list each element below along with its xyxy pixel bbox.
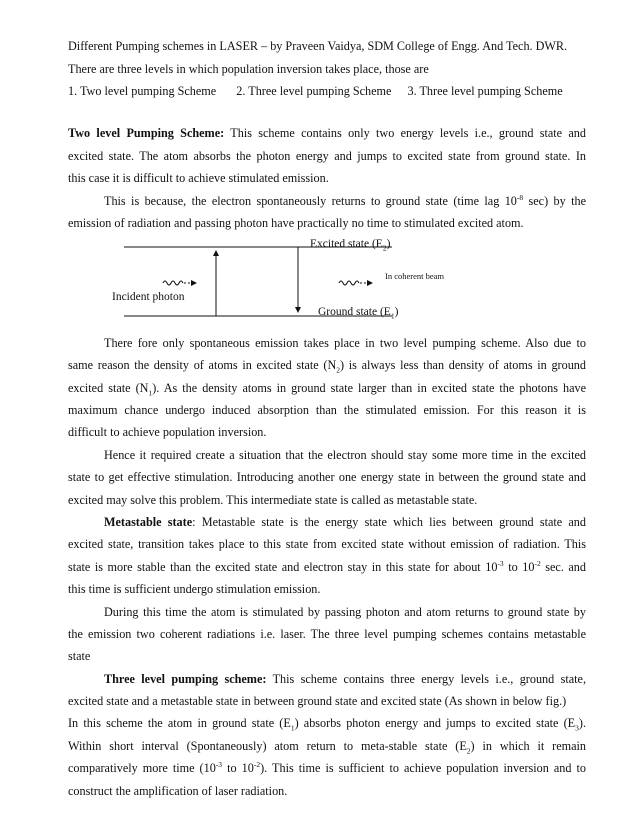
scheme-list-item: 3. Three level pumping Scheme — [407, 84, 563, 98]
scheme-list-item: 1. Two level pumping Scheme — [68, 84, 217, 98]
paragraph-line: this time is sufficient undergo stimulation emission. — [68, 582, 321, 596]
text-span: : Metastable state is the energy state which lies between ground state and — [192, 515, 586, 529]
superscript: -3 — [215, 759, 223, 769]
superscript: -2 — [534, 558, 541, 568]
document-title: Different Pumping schemes in LASER – by Praveen Vaidya, SDM College of Engg. And Tech. DWR. — [68, 39, 568, 53]
text-span: sec) by the — [523, 194, 586, 208]
paragraph-line — [68, 358, 586, 373]
three-level-heading: Three level pumping scheme: — [104, 672, 267, 686]
paragraph-line: difficult to achieve population inversion. — [68, 425, 267, 439]
text-span: Excited state (E — [310, 238, 383, 250]
two-level-para-line: excited state. The atom absorbs the photon energy and jumps to excited state from ground state. In — [68, 149, 586, 163]
paragraph-line: excited state and a metastable state in between ground state and excited state (As shown in below fig.) — [68, 694, 567, 708]
superscript: -3 — [497, 558, 504, 568]
text-span: ). — [578, 716, 586, 730]
coherent-beam-label: In coherent beam — [385, 271, 444, 281]
text-span: Within short interval (Spontaneously) atom return to meta-stable state (E — [68, 739, 467, 753]
text-span: ). This time is sufficient to achieve population inversion and to — [260, 761, 586, 775]
subscript: 3 — [575, 723, 579, 733]
text-span: same reason the density of atoms in excited state (N — [68, 358, 337, 372]
text-span: ) in which it remain — [470, 739, 586, 753]
paragraph-line: excited may solve this problem. This intermediate state is called as metastable state. — [68, 493, 478, 507]
subscript: 1 — [390, 311, 395, 321]
text-span: excited state (N — [68, 381, 149, 395]
two-level-heading: Two level Pumping Scheme: — [68, 126, 225, 140]
paragraph-line: excited state, transition takes place to this state from excited state without emission of radiation. This — [68, 537, 586, 551]
ground-state-label — [318, 306, 399, 321]
text-span: ) absorbs photon energy and jumps to excited state (E — [294, 716, 576, 730]
subscript: 2 — [336, 365, 341, 375]
subscript: 1 — [290, 723, 295, 733]
intro-line: There are three levels in which population inversion takes place, those are — [68, 62, 429, 76]
text-span: This scheme contains three energy levels i.e., ground state, — [272, 672, 586, 686]
text-span: to 10 — [503, 560, 535, 574]
paragraph-line — [104, 515, 586, 530]
text-span: This is because, the electron spontaneously returns to ground state (time lag 10 — [104, 194, 517, 208]
paragraph-line: the emission two coherent radiations i.e. laser. The three level pumping schemes contains metastable — [68, 627, 586, 641]
subscript: 1 — [148, 388, 153, 398]
subscript: 2 — [466, 746, 471, 756]
paragraph-line — [68, 381, 586, 396]
paragraph-line — [68, 739, 586, 754]
metastable-heading: Metastable state — [104, 515, 193, 529]
text-span: ) — [386, 238, 391, 250]
two-level-para-line: emission of radiation and passing photon have practically no time to stimulated excited atom. — [68, 216, 524, 230]
text-span: Ground state (E — [318, 306, 391, 318]
paragraph-line: There fore only spontaneous emission takes place in two level pumping scheme. Also due to — [104, 336, 586, 350]
text-span: state is more stable than the excited state and electron stay in this state for about 10 — [68, 560, 498, 574]
paragraph-line: construct the amplification of laser radiation. — [68, 784, 288, 798]
text-span: ). As the density atoms in ground state larger than in excited state the photons have — [152, 381, 586, 395]
text-span: ) — [394, 306, 399, 318]
superscript: -8 — [516, 192, 524, 202]
paragraph-line — [68, 716, 586, 731]
paragraph-line: Hence it required create a situation that the electron should stay some more time in the excited — [104, 448, 586, 462]
text-span: ) is always less than density of atoms in ground — [340, 358, 586, 372]
superscript: -2 — [253, 759, 261, 769]
text-span: In this scheme the atom in ground state (E — [68, 716, 291, 730]
paragraph-line: During this time the atom is stimulated by passing photon and atom returns to ground state by — [104, 605, 586, 619]
subscript: 2 — [382, 243, 387, 253]
incident-photon-label: Incident photon — [112, 291, 185, 303]
text-span: to 10 — [222, 761, 254, 775]
paragraph-line — [68, 560, 586, 575]
scheme-list-item: 2. Three level pumping Scheme — [236, 84, 392, 98]
text-span: comparatively more time (10 — [68, 761, 216, 775]
coherent-beam-wave-icon — [339, 281, 359, 285]
paragraph-line: maximum chance undergo induced absorption than the stimulated emission. For this reason it is — [68, 403, 586, 417]
two-level-para-line: this case it is difficult to achieve stimulated emission. — [68, 171, 329, 185]
excited-state-label — [310, 238, 391, 253]
paragraph-line: state — [68, 649, 91, 663]
paragraph-line — [104, 672, 586, 687]
text-span: sec. and — [540, 560, 586, 574]
paragraph-line: state to get effective stimulation. Introducing another one energy state in between the ground state and — [68, 470, 586, 484]
incident-photon-wave-icon — [163, 281, 183, 285]
paragraph-line — [68, 761, 586, 776]
text-span: This scheme contains only two energy levels i.e., ground state and — [230, 126, 586, 140]
